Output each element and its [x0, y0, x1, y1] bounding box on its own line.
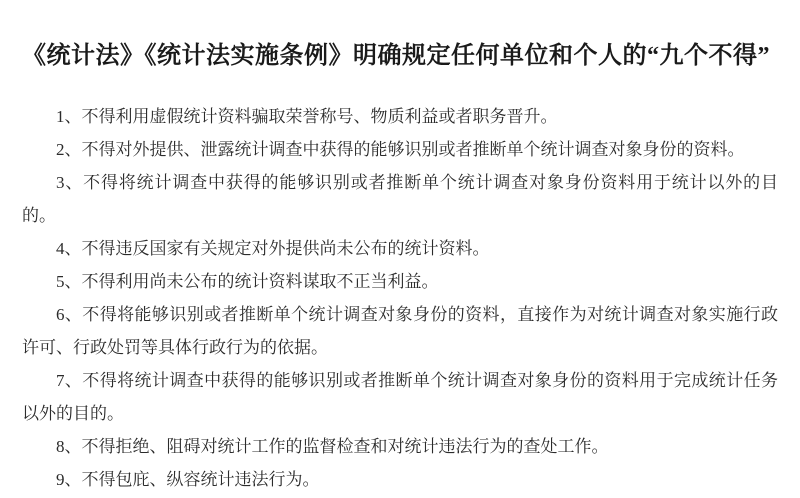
rule-item-9: 9、不得包庇、纵容统计违法行为。 — [56, 470, 320, 489]
rule-item-4: 4、不得违反国家有关规定对外提供尚未公布的统计资料。 — [56, 239, 490, 258]
rule-item-1: 1、不得利用虚假统计资料骗取荣誉称号、物质利益或者职务晋升。 — [56, 107, 558, 126]
page-title: 《统计法》《统计法实施条例》明确规定任何单位和个人的“九个不得” — [22, 43, 770, 69]
rule-item-6: 6、不得将能够识别或者推断单个统计调查对象身份的资料，直接作为对统计调查对象实施行政许可、行政处罚等具体行政行为的依据。 — [22, 305, 778, 357]
rule-list — [22, 100, 778, 496]
rule-item-5: 5、不得利用尚未公布的统计资料谋取不正当利益。 — [56, 272, 439, 291]
rule-item-7: 7、不得将统计调查中获得的能够识别或者推断单个统计调查对象身份的资料用于完成统计任务以外的目的。 — [22, 371, 778, 423]
rule-item-3: 3、不得将统计调查中获得的能够识别或者推断单个统计调查对象身份资料用于统计以外的目的。 — [22, 173, 778, 225]
rule-item-8: 8、不得拒绝、阻碍对统计工作的监督检查和对统计违法行为的查处工作。 — [56, 437, 609, 456]
rule-item-2: 2、不得对外提供、泄露统计调查中获得的能够识别或者推断单个统计调查对象身份的资料。 — [56, 140, 745, 159]
